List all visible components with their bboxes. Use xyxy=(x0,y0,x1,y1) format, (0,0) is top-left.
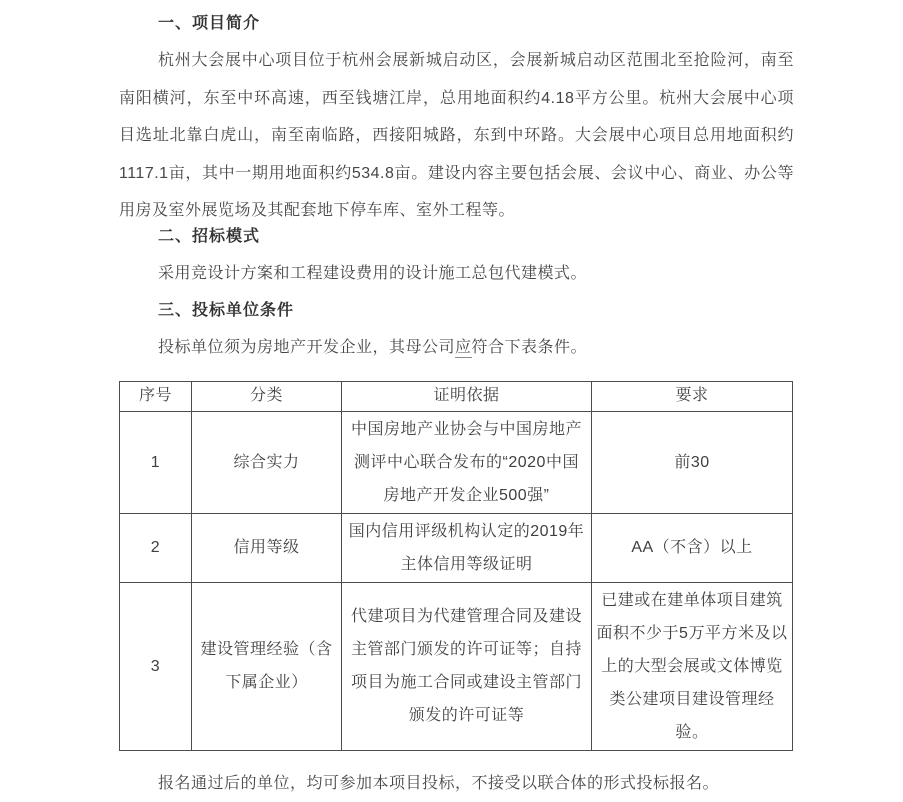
cell-category: 综合实力 xyxy=(192,411,342,513)
cell-seq: 1 xyxy=(120,411,192,513)
cell-requirement: 前30 xyxy=(592,411,793,513)
cell-requirement: 已建或在建单体项目建筑面积不少于5万平方米及以上的大型会展或文体博览类公建项目建设管理经验。 xyxy=(592,582,793,750)
cell-category: 建设管理经验（含下属企业） xyxy=(192,582,342,750)
table-header-evidence: 证明依据 xyxy=(342,381,592,411)
project-intro-paragraph: 杭州大会展中心项目位于杭州会展新城启动区，会展新城启动区范围北至抢险河，南至南阳横河，东至中环高速，西至钱塘江岸，总用地面积约4.18平方公里。杭州大会展中心项目选址北靠白虎山，南至南临路，西接阳城路，东到中环路。大会展中心项目总用地面积约1117.1亩，其中一期用地面积约534.8亩。建设内容主要包括会展、会议中心、商业、办公等用房及室外展览场及其配套地下停车库、室外工程等。 xyxy=(119,42,794,230)
bidder-conditions-text-suffix: 符合下表条件。 xyxy=(472,339,588,356)
section-heading-project-intro: 一、项目简介 xyxy=(119,5,794,42)
cell-evidence: 代建项目为代建管理合同及建设主管部门颁发的许可证等；自持项目为施工合同或建设主管部门颁发的许可证等 xyxy=(342,582,592,750)
cell-seq: 3 xyxy=(120,582,192,750)
bidding-mode-paragraph: 采用竞设计方案和工程建设费用的设计施工总包代建模式。 xyxy=(119,255,794,293)
table-row xyxy=(120,411,793,513)
table-header-requirement: 要求 xyxy=(592,381,793,411)
cell-evidence: 中国房地产业协会与中国房地产测评中心联合发布的“2020中国房地产开发企业500强” xyxy=(342,411,592,513)
bidder-conditions-paragraph xyxy=(119,329,794,367)
cell-evidence: 国内信用评级机构认定的2019年主体信用等级证明 xyxy=(342,513,592,582)
table-row xyxy=(120,582,793,750)
section-heading-bidding-mode: 二、招标模式 xyxy=(119,218,794,255)
underlined-char: 应 xyxy=(455,339,472,358)
cell-requirement: AA（不含）以上 xyxy=(592,513,793,582)
table-header-seq: 序号 xyxy=(120,381,192,411)
bidder-conditions-text-prefix: 投标单位须为房地产开发企业，其母公司 xyxy=(158,339,455,356)
table-header-category: 分类 xyxy=(192,381,342,411)
qualification-table xyxy=(119,381,793,751)
table-header-row xyxy=(120,381,793,411)
cell-category: 信用等级 xyxy=(192,513,342,582)
section-heading-bidder-conditions: 三、投标单位条件 xyxy=(119,292,794,329)
table-row xyxy=(120,513,793,582)
cell-seq: 2 xyxy=(120,513,192,582)
closing-paragraph: 报名通过后的单位，均可参加本项目投标，不接受以联合体的形式投标报名。 xyxy=(119,765,794,802)
